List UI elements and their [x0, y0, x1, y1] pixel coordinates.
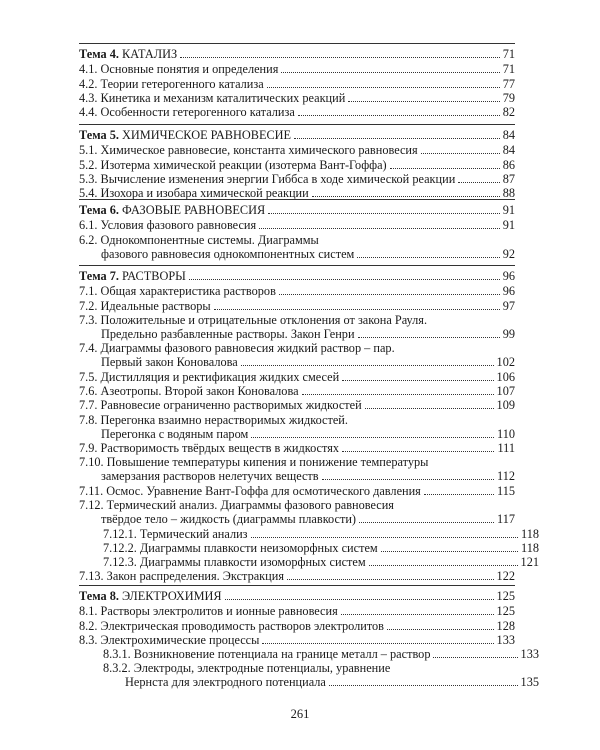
toc-line — [79, 512, 515, 526]
toc-text: 8.1. Растворы электролитов и ионные равновесия — [79, 604, 338, 619]
section-rule — [79, 43, 515, 44]
toc-text: Перегонка с водяным паром — [101, 426, 249, 441]
toc-entry[interactable] — [79, 441, 515, 455]
dot-leader — [267, 87, 500, 88]
dot-leader — [259, 228, 500, 229]
toc-entry[interactable] — [79, 661, 539, 689]
toc-topic-number: Тема 5. — [79, 128, 123, 142]
toc-text — [79, 128, 291, 142]
toc-line — [79, 355, 515, 369]
toc-line — [79, 469, 515, 483]
toc-entry[interactable] — [79, 484, 515, 498]
toc-text: 7.3. Положительные и отрицательные отклонения от закона Рауля. — [79, 312, 428, 327]
toc-line — [103, 555, 539, 569]
toc-page-number: 96 — [502, 284, 515, 299]
toc-line — [103, 647, 539, 661]
toc-line — [79, 128, 515, 142]
toc-entry[interactable] — [79, 498, 515, 526]
section-rule — [79, 124, 515, 125]
toc-text: 7.11. Осмос. Уравнение Вант-Гоффа для осмотического давления — [79, 483, 421, 498]
toc-page-number: 91 — [502, 218, 515, 233]
toc-page-number: 99 — [502, 326, 515, 341]
toc-text: Нернста для электродного потенциала — [125, 675, 326, 690]
toc-text: 7.12.1. Термический анализ — [103, 526, 248, 541]
toc-text: 7.6. Азеотропы. Второй закон Коновалова — [79, 384, 299, 398]
toc-text: 7.4. Диаграммы фазового равновесия жидкий раствор – пар. — [79, 341, 395, 356]
toc-page-number: 86 — [502, 157, 515, 172]
toc-text: Первый закон Коновалова — [101, 355, 238, 370]
toc-text: 6.2. Однокомпонентные системы. Диаграммы — [79, 232, 319, 247]
toc-entry[interactable] — [79, 284, 515, 298]
toc-page-number: 91 — [502, 203, 515, 217]
toc-text: 7.9. Растворимость твёрдых веществ в жидкостях — [79, 441, 339, 455]
toc-line — [79, 62, 515, 76]
dot-leader — [189, 279, 500, 280]
toc-text: твёрдое тело – жидкость (диаграммы плавкости) — [101, 512, 357, 526]
toc-page-number: 71 — [502, 62, 515, 77]
toc-entry[interactable] — [79, 172, 515, 186]
dot-leader — [329, 685, 518, 686]
toc-topic-number: Тема 4. — [79, 47, 123, 61]
toc-page-number: 77 — [502, 76, 515, 91]
dot-leader — [322, 479, 494, 480]
toc-entry[interactable] — [79, 105, 515, 119]
toc-page-number: 133 — [496, 632, 515, 647]
toc-topic-title: ЭЛЕКТРОХИМИЯ — [122, 589, 222, 603]
dot-leader — [251, 437, 494, 438]
dot-leader — [421, 153, 500, 154]
toc-text: 4.1. Основные понятия и определения — [79, 62, 279, 77]
toc-line — [79, 233, 515, 247]
toc-line — [79, 299, 515, 313]
dot-leader — [387, 629, 494, 630]
toc-page-number: 117 — [497, 512, 515, 526]
toc-line — [103, 541, 539, 555]
toc-text: 7.2. Идеальные растворы — [79, 298, 211, 313]
toc-topic-number: Тема 8. — [79, 589, 123, 603]
dot-leader — [342, 451, 494, 452]
toc-topic-title: ХИМИЧЕСКОЕ РАВНОВЕСИЕ — [122, 128, 292, 142]
toc-page-number: 107 — [496, 384, 515, 398]
toc-text: 7.1. Общая характеристика растворов — [79, 284, 276, 299]
toc-entry[interactable] — [79, 527, 539, 541]
dot-leader — [458, 182, 499, 183]
toc-page-number: 82 — [502, 105, 515, 119]
dot-leader — [251, 537, 518, 538]
toc-topic-heading[interactable] — [79, 589, 515, 603]
toc-text: 7.12.3. Диаграммы плавкости изоморфных систем — [103, 555, 366, 569]
dot-leader — [358, 337, 500, 338]
toc-line — [103, 675, 539, 689]
toc-entry[interactable] — [79, 91, 515, 105]
toc-line — [79, 398, 515, 412]
toc-line — [79, 604, 515, 618]
toc-line — [79, 105, 515, 119]
toc-line — [79, 47, 515, 61]
toc-page-number: 97 — [502, 298, 515, 313]
toc-page-number: 118 — [521, 540, 539, 555]
toc-entry[interactable] — [79, 299, 515, 313]
dot-leader — [302, 394, 494, 395]
dot-leader — [241, 365, 494, 366]
toc-entry[interactable] — [79, 186, 515, 200]
toc-line — [79, 203, 515, 217]
toc-line — [79, 384, 515, 398]
toc-text: 7.13. Закон распределения. Экстракция — [79, 569, 284, 584]
toc-entry[interactable] — [79, 619, 515, 633]
section-rule — [79, 199, 515, 200]
toc-text: 8.3.2. Электроды, электродные потенциалы, уравнение — [103, 661, 391, 676]
toc-entry[interactable] — [79, 143, 515, 157]
toc-page-number: 92 — [502, 246, 515, 261]
toc-line — [79, 484, 515, 498]
toc-text — [79, 47, 177, 61]
dot-leader — [359, 522, 494, 523]
toc-text: 4.4. Особенности гетерогенного катализа — [79, 105, 295, 119]
toc-text: 6.1. Условия фазового равновесия — [79, 218, 257, 233]
toc-topic-title: РАСТВОРЫ — [122, 269, 186, 283]
dot-leader — [433, 657, 517, 658]
toc-entry[interactable] — [79, 541, 539, 555]
toc-line — [79, 633, 515, 647]
toc-text — [79, 589, 222, 603]
toc-topic-heading[interactable] — [79, 269, 515, 283]
dot-leader — [268, 213, 500, 214]
toc-topic-title: ФАЗОВЫЕ РАВНОВЕСИЯ — [122, 203, 266, 217]
toc-text: 5.1. Химическое равновесие, константа химического равновесия — [79, 143, 418, 158]
toc-line — [79, 569, 515, 583]
toc-line — [79, 313, 515, 327]
toc-line — [79, 158, 515, 172]
toc-text — [79, 269, 186, 283]
toc-entry[interactable] — [79, 413, 515, 441]
toc-topic-heading[interactable] — [79, 47, 515, 61]
toc-line — [79, 186, 515, 200]
toc-entry[interactable] — [79, 341, 515, 369]
section-rule — [79, 585, 515, 586]
toc-text: Предельно разбавленные растворы. Закон Генри — [101, 326, 355, 341]
toc-page-number: 84 — [502, 128, 515, 142]
toc-line — [79, 284, 515, 298]
toc-text: 4.2. Теории гетерогенного катализа — [79, 76, 264, 91]
toc-entry[interactable] — [79, 647, 539, 661]
toc-page-number: 106 — [496, 369, 515, 384]
toc-topic-title: КАТАЛИЗ — [122, 47, 178, 61]
toc-line — [79, 172, 515, 186]
dot-leader — [214, 309, 500, 310]
toc-text: 5.2. Изотерма химической реакции (изотерма Вант-Гоффа) — [79, 157, 387, 172]
toc-page-number: 109 — [496, 398, 515, 413]
toc-page-number: 115 — [497, 483, 515, 498]
toc-entry[interactable] — [79, 384, 515, 398]
toc-line — [79, 91, 515, 105]
toc-line — [79, 77, 515, 91]
toc-entry[interactable] — [79, 604, 515, 618]
toc-entry[interactable] — [79, 633, 515, 647]
toc-page-number: 87 — [502, 171, 515, 186]
toc-entry[interactable] — [79, 158, 515, 172]
toc-line — [79, 370, 515, 384]
toc-page-number: 71 — [502, 47, 515, 61]
toc-entry[interactable] — [79, 218, 515, 232]
dot-leader — [348, 101, 499, 102]
toc-page-number: 133 — [520, 647, 539, 661]
toc-entry[interactable] — [79, 313, 515, 341]
toc-line — [79, 143, 515, 157]
toc-line — [79, 218, 515, 232]
toc-page-number: 102 — [496, 355, 515, 370]
dot-leader — [341, 614, 494, 615]
toc-line — [79, 441, 515, 455]
toc-topic-heading[interactable] — [79, 128, 515, 142]
toc-entry[interactable] — [79, 233, 515, 261]
toc-entry[interactable] — [79, 455, 515, 483]
dot-leader — [369, 565, 518, 566]
toc-line — [79, 619, 515, 633]
toc-page-number: 135 — [520, 675, 539, 690]
page-number: 261 — [290, 707, 310, 721]
toc-page-number: 125 — [496, 589, 515, 603]
toc-entry[interactable] — [79, 569, 515, 583]
toc-text: 4.3. Кинетика и механизм каталитических реакций — [79, 90, 346, 105]
dot-leader — [390, 168, 500, 169]
toc-page-number: 111 — [497, 441, 515, 455]
dot-leader — [294, 138, 500, 139]
toc-page-number: 121 — [520, 555, 539, 569]
toc-line — [79, 327, 515, 341]
toc-page-number: 112 — [497, 469, 515, 484]
dot-leader — [381, 551, 518, 552]
dot-leader — [225, 599, 494, 600]
toc-line — [79, 427, 515, 441]
toc-line — [79, 455, 515, 469]
toc-page-number: 125 — [496, 604, 515, 619]
toc-entry[interactable] — [79, 555, 539, 569]
toc-text: замерзания растворов нелетучих веществ — [101, 469, 319, 484]
toc-text: 5.3. Вычисление изменения энергии Гиббса в ходе химической реакции — [79, 171, 456, 186]
toc-line — [79, 269, 515, 283]
toc-text: 7.5. Дистилляция и ректификация жидких смесей — [79, 369, 340, 384]
dot-leader — [424, 494, 494, 495]
toc-text: 8.3.1. Возникновение потенциала на границе металл – раствор — [103, 647, 431, 661]
toc-text: фазового равновесия однокомпонентных систем — [101, 246, 355, 261]
toc-page-number: 122 — [496, 569, 515, 584]
toc-topic-heading[interactable] — [79, 203, 515, 217]
dot-leader — [279, 294, 500, 295]
toc-line — [103, 527, 539, 541]
toc-line — [79, 589, 515, 603]
toc-line — [79, 498, 515, 512]
toc-entry[interactable] — [79, 398, 515, 412]
toc-text: 7.12. Термический анализ. Диаграммы фазового равновесия — [79, 498, 394, 512]
dot-leader — [287, 579, 494, 580]
dot-leader — [180, 57, 500, 58]
toc-line — [79, 341, 515, 355]
dot-leader — [281, 72, 499, 73]
toc-entry[interactable] — [79, 370, 515, 384]
toc-page-number: 79 — [502, 90, 515, 105]
toc-text: 8.2. Электрическая проводимость растворов электролитов — [79, 618, 384, 633]
toc-text: 7.8. Перегонка взаимно нерастворимых жидкостей. — [79, 412, 348, 427]
toc-text: 7.7. Равновесие ограниченно растворимых жидкостей — [79, 398, 362, 413]
toc-page-number: 128 — [496, 618, 515, 633]
toc-line — [79, 247, 515, 261]
section-rule — [79, 265, 515, 266]
toc-text: 7.10. Повышение температуры кипения и понижение температуры — [79, 455, 429, 470]
dot-leader — [365, 408, 494, 409]
toc-entry[interactable] — [79, 62, 515, 76]
toc-text: 8.3. Электрохимические процессы — [79, 632, 260, 647]
dot-leader — [342, 380, 493, 381]
toc-topic-number: Тема 6. — [79, 203, 123, 217]
dot-leader — [262, 643, 493, 644]
dot-leader — [298, 115, 500, 116]
toc-page-number: 84 — [502, 143, 515, 158]
toc-text — [79, 203, 265, 217]
dot-leader — [357, 257, 499, 258]
toc-line — [103, 661, 539, 675]
toc-page-number: 88 — [502, 186, 515, 200]
toc-entry[interactable] — [79, 77, 515, 91]
dot-leader — [312, 196, 500, 197]
toc-text: 7.12.2. Диаграммы плавкости неизоморфных систем — [103, 540, 378, 555]
toc-text: 5.4. Изохора и изобара химической реакции — [79, 186, 309, 200]
toc-page-number: 110 — [497, 426, 515, 441]
toc-line — [79, 413, 515, 427]
toc-page-number: 96 — [502, 269, 515, 283]
toc-page-number: 118 — [521, 526, 539, 541]
toc-topic-number: Тема 7. — [79, 269, 123, 283]
